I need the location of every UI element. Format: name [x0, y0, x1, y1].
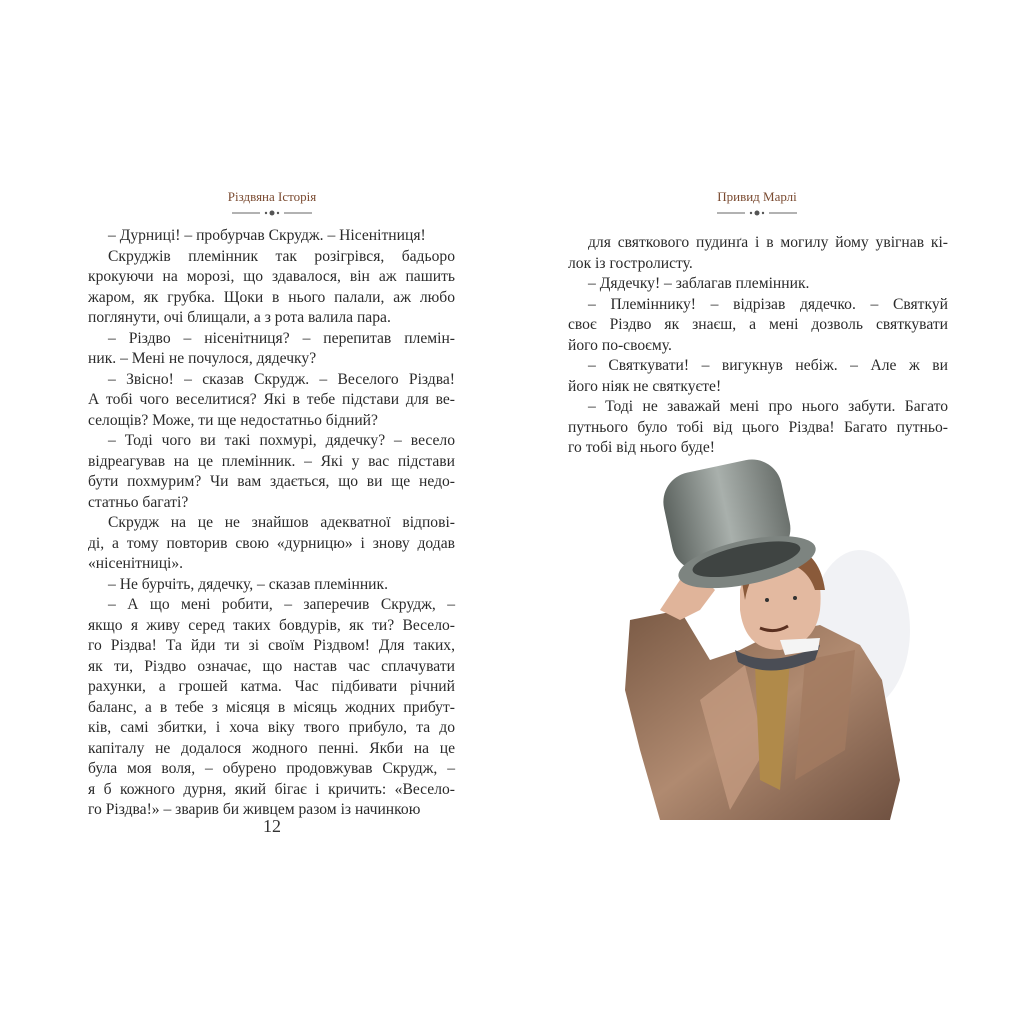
text-line: А тобі чого веселитися? Які в тебе підстави для ве- — [88, 391, 455, 408]
running-head-right: Привид Марлі — [717, 189, 797, 204]
ornament-divider-right — [717, 209, 797, 217]
text-line: го Різдва! Та йди ти зі своїм Різдвом! Для таких, — [88, 637, 455, 654]
text-line: – Тоді не заважай мені про нього забути. Багато — [588, 398, 948, 415]
text-line: Скрудж на це не знайшов адекватної відпові- — [108, 514, 455, 531]
text-line: для святкового пудинґа і в могилу йому увігнав кі- — [588, 234, 948, 251]
text-line: статньо багаті? — [88, 493, 189, 511]
text-line: го тобі від нього буде! — [568, 439, 715, 456]
text-line: ді, а тому повторив свою «дурницю» і знову додав — [88, 534, 455, 552]
text-line: «нісенітниці». — [88, 555, 184, 572]
text-line: селощів? Може, ти ще недостатньо бідний? — [88, 411, 378, 429]
right-text-column — [568, 233, 948, 459]
text-line: лок із гостролисту. — [568, 254, 693, 272]
text-line: відреагував на це племінник. – Які у вас підстави — [88, 452, 455, 470]
text-line: рахунки, а грошей катма. Час підбивати річний — [88, 678, 455, 695]
text-line: крокуючи на морозі, що здавалося, він аж пашить — [88, 268, 455, 285]
text-line: – Святкувати! – вигукнув небіж. – Але ж ви — [588, 357, 948, 374]
text-line: якщо я живу серед таких бовдурів, як ти? Весело- — [88, 616, 455, 634]
text-line: – Не бурчіть, дядечку, – сказав племінник. — [108, 575, 389, 593]
text-line: – Звісно! – сказав Скрудж. – Веселого Різдва! — [108, 370, 455, 388]
text-line: капіталу не додалося жодного пенні. Якби на це — [88, 739, 455, 757]
text-line: ник. – Мені не почулося, дядечку? — [88, 350, 317, 367]
page-number: 12 — [263, 816, 281, 836]
text-line: я б кожного дурня, який бігає і кричить: «Весело- — [88, 780, 455, 798]
text-line: своє Різдво як знаєш, а мені дозволь святкувати — [568, 316, 948, 333]
text-line: Скруджів племінник так розігрівся, бадьоро — [108, 247, 455, 265]
running-head-left: Різдвяна Історія — [227, 189, 317, 204]
text-line: поглянути, очі блищали, а з рота валила пара. — [88, 309, 391, 326]
text-line: – Тоді чого ви такі похмурі, дядечку? – весело — [108, 432, 455, 449]
illustration-nephew-tipping-hat — [620, 450, 920, 830]
text-line: була моя воля, – обурено продовжував Скрудж, – — [88, 760, 455, 777]
text-line: жаром, як грубка. Щоки в нього палали, аж любо — [88, 288, 455, 306]
left-text-column — [88, 226, 455, 821]
text-line: путнього було тобі від цього Різдва! Багато путньо- — [568, 418, 948, 436]
text-line: – Різдво – нісенітниця? – перепитав племін- — [108, 329, 455, 347]
text-line: го Різдва!» – зварив би живцем разом із начинкою — [88, 801, 421, 818]
text-line: як ти, Різдво означає, що настав час сплачувати — [88, 657, 455, 675]
text-line: бути похмурим? Чи вам здається, що ви ще недо- — [88, 473, 455, 490]
text-line: його ніяк не святкуєте! — [568, 377, 722, 395]
text-line: баланс, а в тебе з місяця в місяць жодних прибут- — [88, 698, 455, 716]
text-line: – Дурниці! – пробурчав Скрудж. – Нісенітниця! — [108, 227, 426, 244]
ornament-divider-left — [232, 209, 312, 217]
text-line: – Дядечку! – заблагав племінник. — [588, 275, 810, 292]
text-line: його по-своєму. — [568, 336, 672, 354]
text-line: – Племіннику! – відрізав дядечко. – Святкуй — [588, 295, 948, 313]
text-line: – А що мені робити, – заперечив Скрудж, – — [108, 596, 455, 613]
text-line: ків, самі збитки, і хоча віку твого прибуло, та до — [88, 719, 455, 736]
